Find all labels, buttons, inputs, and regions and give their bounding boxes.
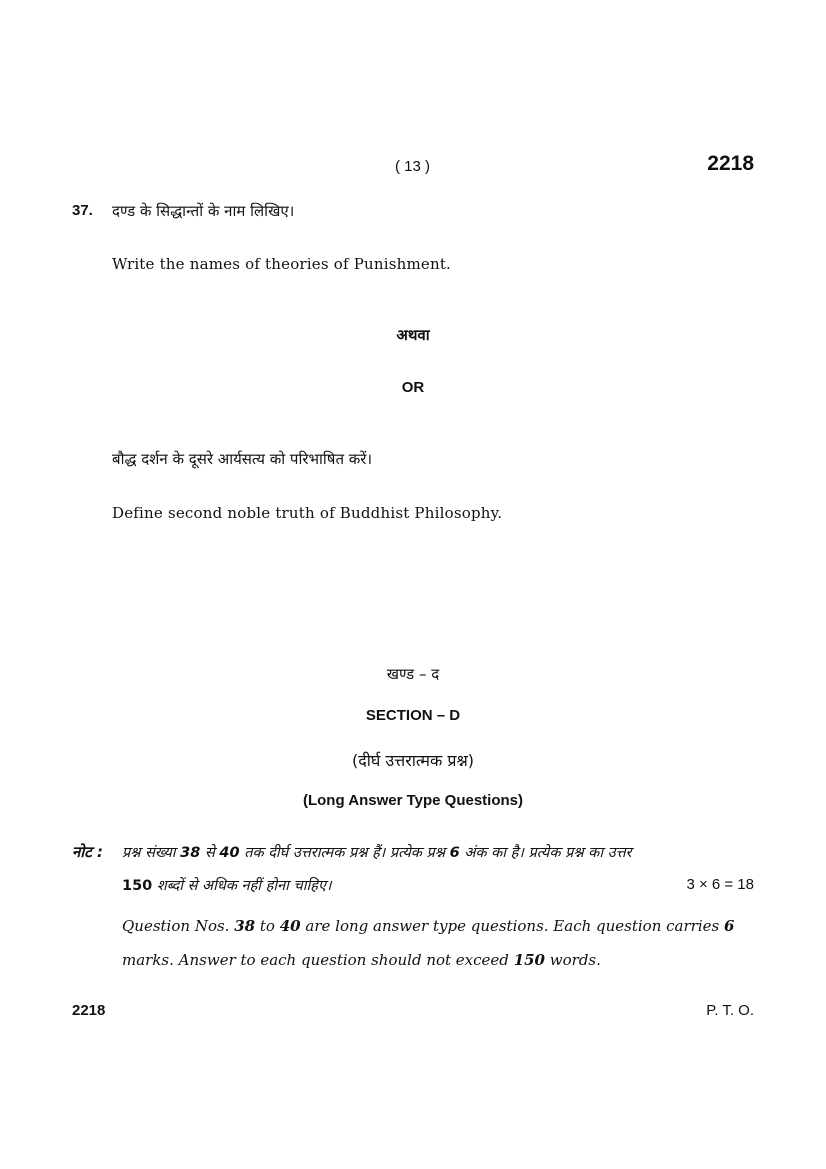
note-english-line-2 — [122, 951, 601, 969]
page-number: ( 13 ) — [395, 158, 431, 175]
note-text: शब्दों से अधिक नहीं होना चाहिए। — [156, 878, 332, 894]
paper-code-footer: 2218 — [72, 1002, 106, 1019]
note-text: marks. Answer to each question should not exceed — [122, 951, 509, 969]
note-question-from: 38 — [180, 845, 201, 861]
note-marks: 6 — [449, 845, 460, 861]
question-english: Write the names of theories of Punishment. — [112, 255, 452, 273]
note-text: प्रश्न संख्या — [122, 845, 176, 861]
note-text: अंक का है। प्रत्येक प्रश्न का उत्तर — [464, 845, 632, 861]
section-title-english: SECTION – D — [365, 707, 461, 724]
question-number: 37. — [72, 202, 93, 219]
note-hindi-line-1 — [122, 842, 632, 862]
or-english: OR — [401, 379, 425, 396]
note-text: are long answer type questions. Each question carries — [305, 917, 720, 935]
pto-label: P. T. O. — [706, 1002, 754, 1019]
question-hindi: दण्ड के सिद्धान्तों के नाम लिखिए। — [112, 202, 295, 220]
note-question-to: 40 — [279, 917, 301, 935]
note-text: words. — [549, 951, 601, 969]
alternative-question-english: Define second noble truth of Buddhist Philosophy. — [112, 504, 503, 522]
section-subtitle-hindi: (दीर्घ उत्तरात्मक प्रश्न) — [351, 751, 475, 770]
or-hindi: अथवा — [396, 326, 430, 344]
paper-code-header: 2218 — [707, 152, 754, 175]
note-word-limit: 150 — [122, 878, 153, 894]
note-text: से — [204, 845, 215, 861]
note-english-line-1 — [122, 917, 734, 935]
note-text: to — [259, 917, 275, 935]
note-marks: 6 — [723, 917, 735, 935]
note-hindi-line-2 — [122, 875, 331, 895]
note-text: Question Nos. — [122, 917, 230, 935]
marks-formula: 3 × 6 = 18 — [686, 876, 754, 893]
note-word-limit: 150 — [513, 951, 545, 969]
section-title-hindi: खण्ड – द — [386, 665, 440, 683]
note-label: नोट : — [72, 843, 103, 861]
note-text: तक दीर्घ उत्तरात्मक प्रश्न हैं। प्रत्येक प्रश्न — [244, 845, 446, 861]
section-subtitle-english: (Long Answer Type Questions) — [302, 792, 523, 809]
alternative-question-hindi: बौद्ध दर्शन के दूसरे आर्यसत्य को परिभाषित करें। — [112, 450, 373, 468]
note-question-from: 38 — [234, 917, 256, 935]
note-question-to: 40 — [219, 845, 240, 861]
